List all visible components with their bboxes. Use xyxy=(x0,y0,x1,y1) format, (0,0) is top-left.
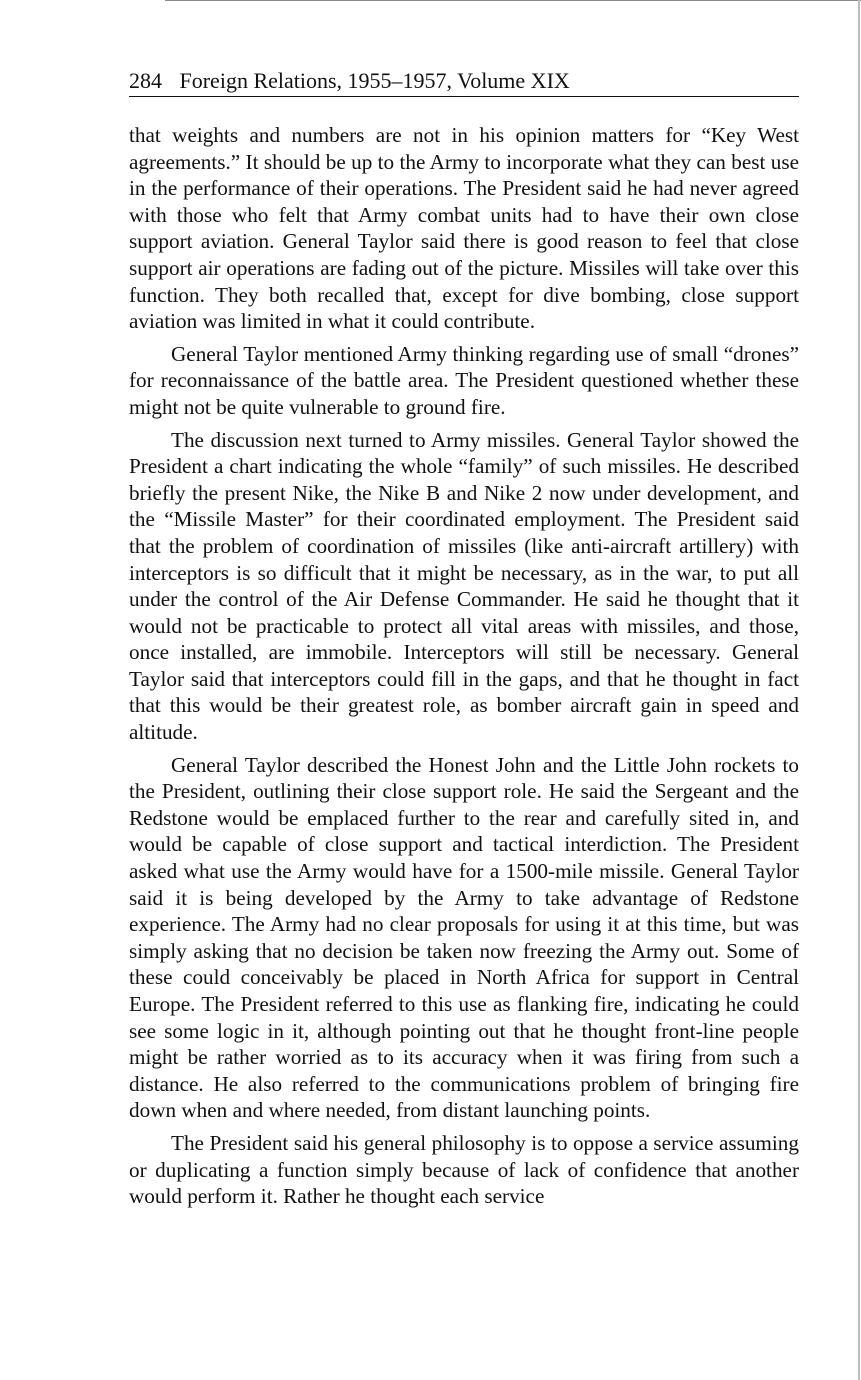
top-border-line xyxy=(165,0,861,1)
document-body xyxy=(129,122,799,1216)
paragraph-4: General Taylor described the Honest John and the Little John rockets to the President, outlining their close support role. He said the Sergeant and the Redstone would be emplaced further to the rear and carefully sited in, and would be capable of close support and tactical interdiction. The President asked what use the Army would have for a 1500-mile missile. General Taylor said it is being developed by the Army to take advantage of Redstone experience. The Army had no clear proposals for using it at this time, but was simply asking that no decision be taken now freezing the Army out. Some of these could conceivably be placed in North Africa for support in Central Europe. The President referred to this use as flanking fire, indicating he could see some logic in it, although pointing out that he thought front-line people might be rather worried as to its accuracy when it was firing from such a distance. He also referred to the communications problem of bringing fire down when and where needed, from distant launching points. xyxy=(129,752,799,1123)
running-title: Foreign Relations, 1955–1957, Volume XIX xyxy=(179,68,570,93)
page-edge-shadow xyxy=(858,0,860,1380)
paragraph-2: General Taylor mentioned Army thinking regarding use of small “drones” for reconnaissance of the battle area. The President questioned whether these might not be quite vulnerable to ground fire. xyxy=(129,341,799,419)
paragraph-3: The discussion next turned to Army missiles. General Taylor showed the President a chart indicating the whole “family” of such missiles. He described briefly the present Nike, the Nike B and Nike 2 now under development, and the “Missile Master” for their coordinated employment. The President said that the problem of coordination of missiles (like anti-aircraft artillery) with interceptors is so difficult that it might be necessary, as in the war, to put all under the control of the Air Defense Commander. He said he thought that it would not be practicable to protect all vital areas with missiles, and those, once installed, are immobile. Interceptors will still be necessary. General Taylor said that interceptors could fill in the gaps, and that he thought in fact that this would be their greatest role, as bomber aircraft gain in speed and altitude. xyxy=(129,427,799,745)
paragraph-1: that weights and numbers are not in his opinion matters for “Key West agreements.” It should be up to the Army to incorporate what they can best use in the performance of their operations. The President said he had never agreed with those who felt that Army combat units had to have their own close support aviation. General Taylor said there is good reason to feel that close support air operations are fading out of the picture. Missiles will take over this function. They both recalled that, except for dive bombing, close support aviation was limited in what it could contribute. xyxy=(129,123,799,334)
page-header xyxy=(129,66,799,97)
paragraph-5: The President said his general philosophy is to oppose a service assuming or duplicating a function simply because of lack of confidence that another would perform it. Rather he thought each service xyxy=(129,1130,799,1209)
page-number: 284 xyxy=(129,68,162,93)
